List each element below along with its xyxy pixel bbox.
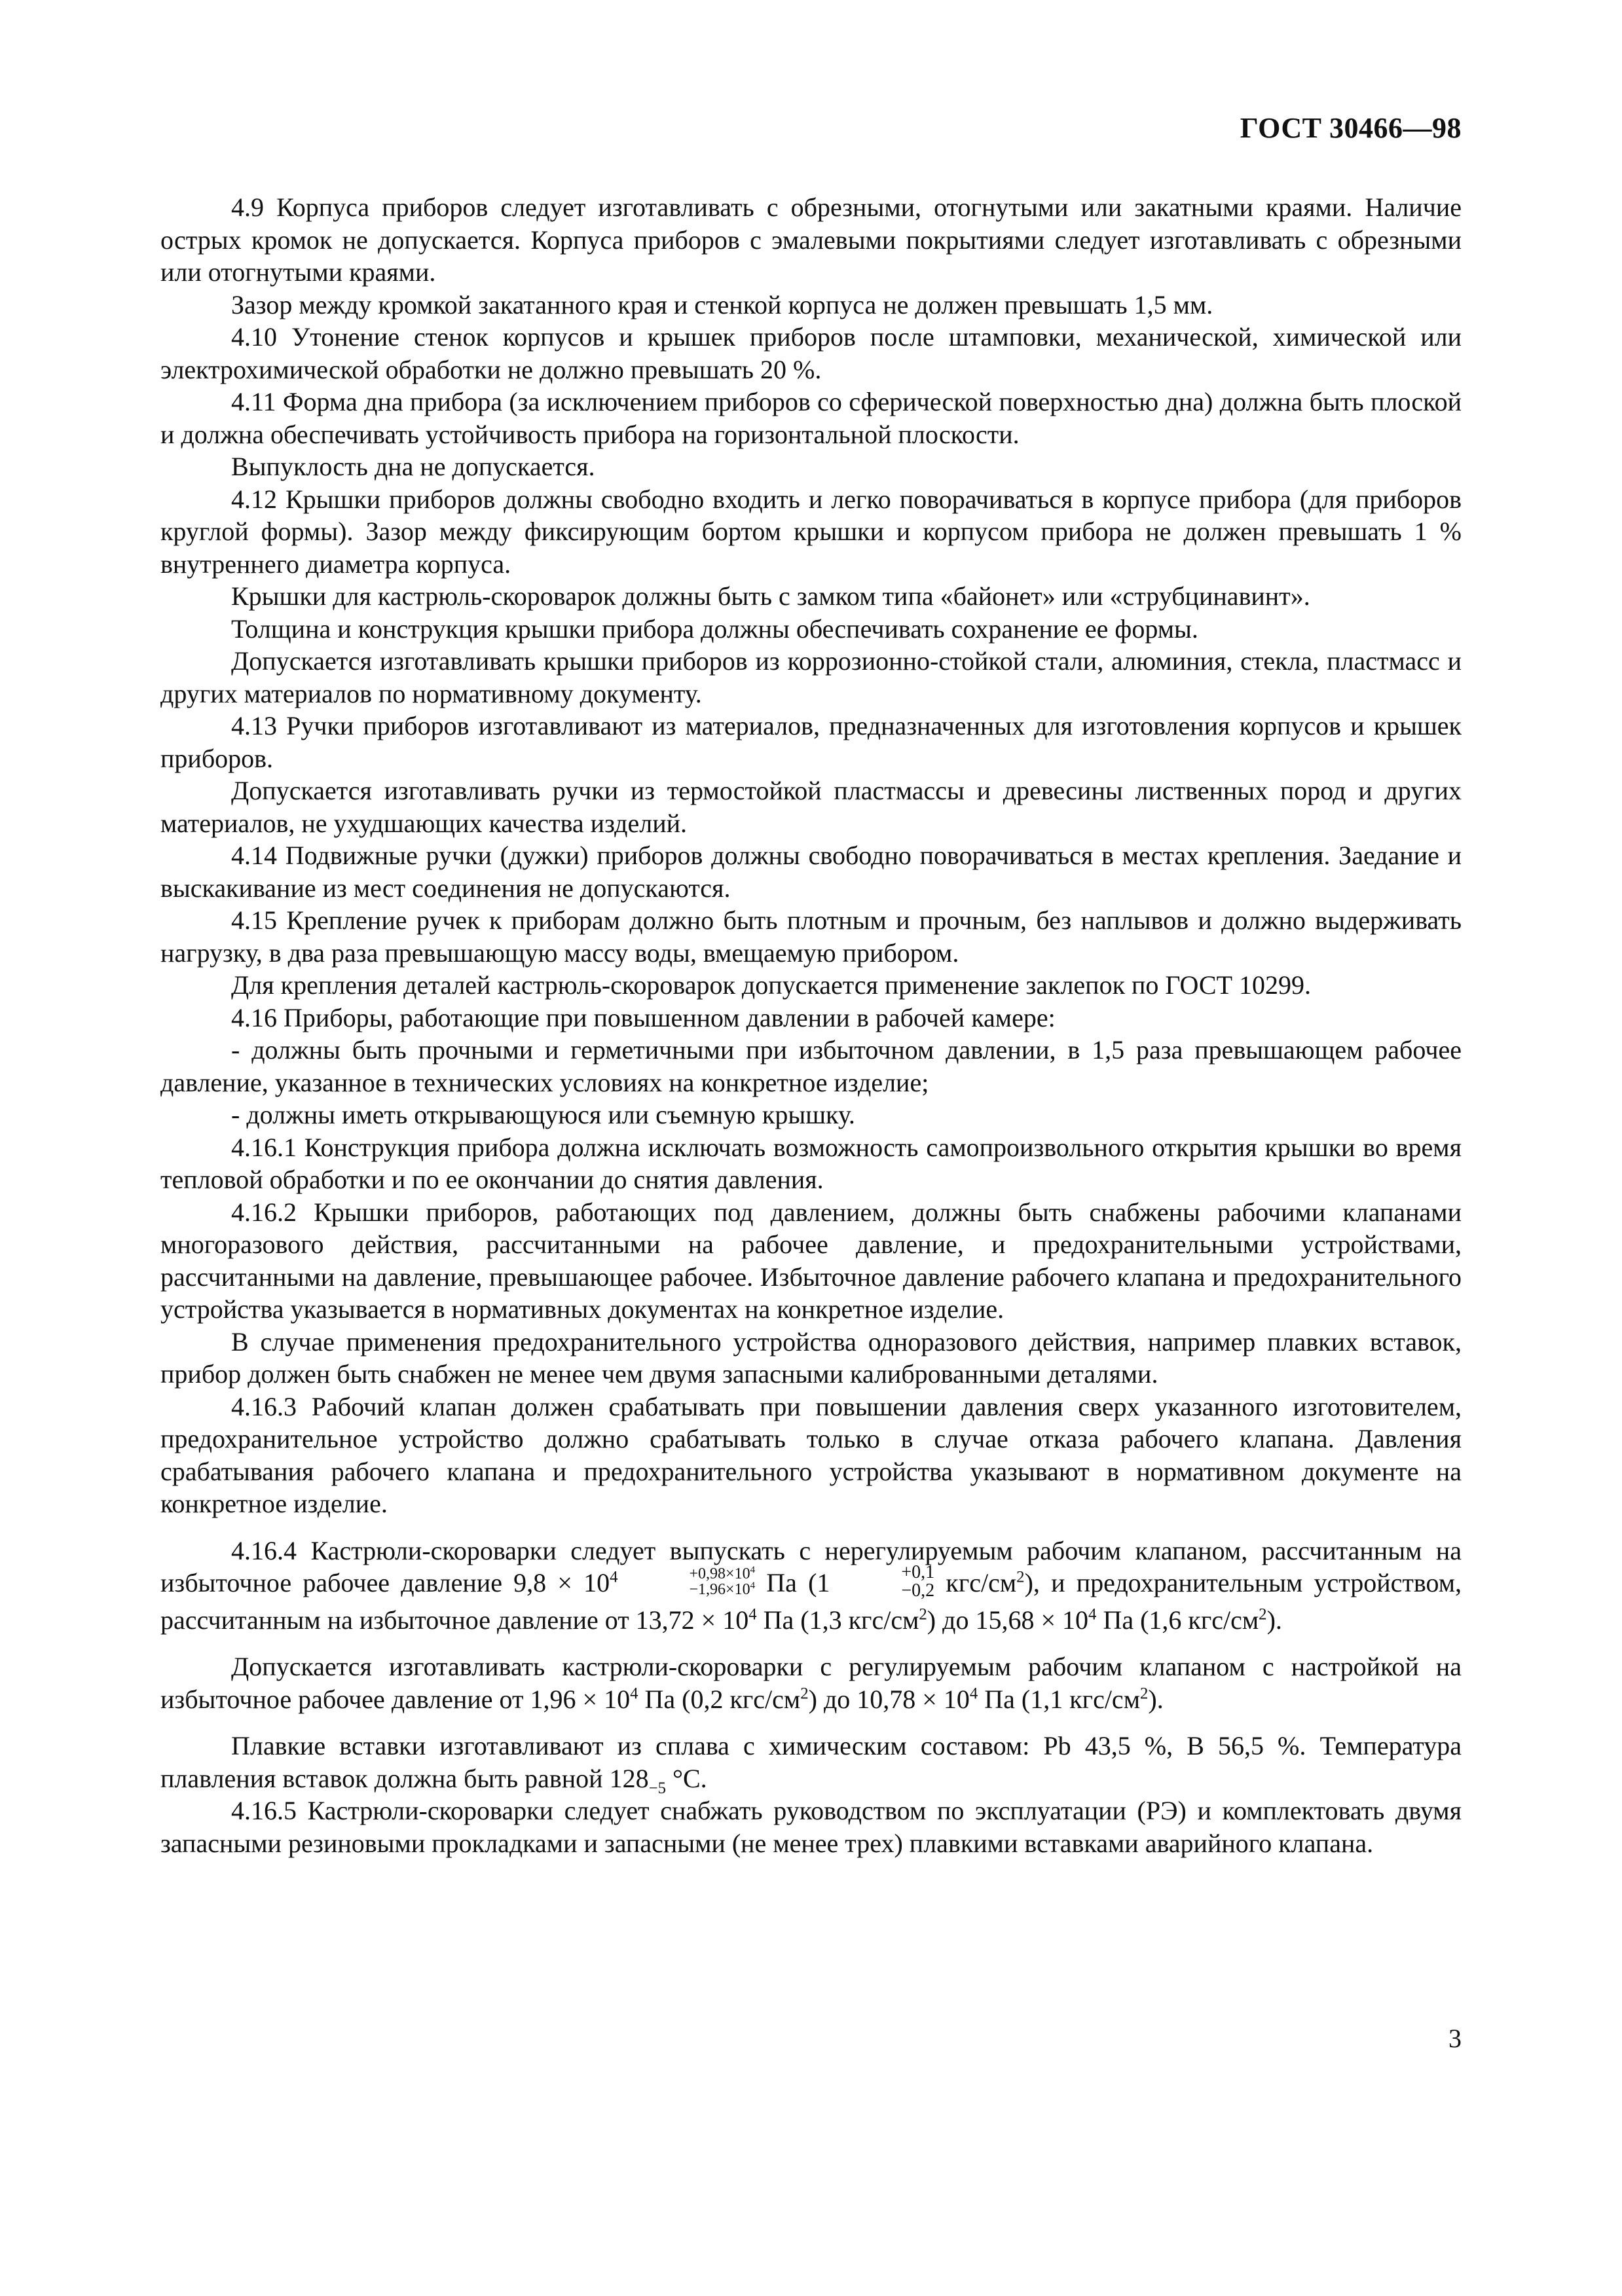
paragraph-4-11: 4.11 Форма дна прибора (за исключением приборов со сферической поверхностью дна) должна быть плоской и должна обеспечивать устойчивость прибора на горизонтальной плоскости. (160, 387, 1462, 449)
paragraph-4-12-thickness: Толщина и конструкция крышки прибора должны обеспечивать сохранение ее формы. (231, 613, 1198, 644)
paragraph-4-16-4-adjustable: Допускается изготавливать кастрюли-скороварки с регулируемым рабочим клапаном с настройкой на избыточное рабочее давление от $1,96 \times 10^4$ Па (0,2 кгс/$см^2$) до $10,78 \times 10^4$ Па (1,1 кгс/$см^2$). (160, 1652, 1462, 1714)
paragraph-4-16-item-1: - должны быть прочными и герметичными при избыточном давлении, в 1,5 раза превышающем рабочее давление, указанное в технических условиях на конкретное изделие; (160, 1035, 1462, 1097)
paragraph-4-12-materials: Допускается изготавливать крышки приборов из коррозионно-стойкой стали, алюминия, стекла, пластмасс и других материалов по нормативному документу. (160, 646, 1462, 708)
page-number: 3 (1448, 2024, 1462, 2053)
paragraph-4-12-lock: Крышки для кастрюль-скороварок должны быть с замком типа «байонет» или «струбцинавинт». (231, 581, 1310, 611)
paragraph-4-16-5: 4.16.5 Кастрюли-скороварки следует снабжать руководством по эксплуатации (РЭ) и комплектовать двумя запасными резиновыми прокладками и запасными (не менее трех) плавкими вставками аварийного клапана. (160, 1796, 1462, 1858)
paragraph-4-10: 4.10 Утонение стенок корпусов и крышек приборов после штамповки, механической, химической или электрохимической обработки не должно превышать 20 %. (160, 322, 1462, 384)
paragraph-4-16-item-2: - должны иметь открывающуюся или съемную крышку. (231, 1100, 855, 1129)
paragraph-4-15: 4.15 Крепление ручек к приборам должно быть плотным и прочным, без наплывов и должно выдерживать нагрузку, в два раза превышающую массу воды, вмещаемую прибором. (160, 905, 1462, 968)
paragraph-4-9-gap: Зазор между кромкой закатанного края и стенкой корпуса не должен превышать 1,5 мм. (231, 289, 1213, 319)
paragraph-4-13: 4.13 Ручки приборов изготавливают из материалов, предназначенных для изготовления корпусов и крышек приборов. (160, 711, 1462, 773)
standard-header: ГОСТ 30466—98 (1240, 112, 1462, 144)
paragraph-4-12: 4.12 Крышки приборов должны свободно входить и легко поворачиваться в корпусе прибора (для приборов круглой формы). Зазор между фиксирующим бортом крышки и корпусом прибора не должен превышать 1 % внутреннего диаметра корпуса. (160, 484, 1462, 579)
document-body (160, 191, 1462, 1859)
pressure-tolerance: $+0,98\times 10^4$ $-1,96\times 10^4$ (689, 1564, 756, 1598)
paragraph-4-16-2-fusible: В случае применения предохранительного устройства одноразового действия, например плавких вставок, прибор должен быть снабжен не менее чем двумя запасными калиброванными деталями. (160, 1326, 1462, 1389)
paragraph-4-16: 4.16 Приборы, работающие при повышенном давлении в рабочей камере: (231, 1002, 1056, 1032)
paragraph-4-9: 4.9 Корпуса приборов следует изготавливать с обрезными, отогнутыми или закатными краями. Наличие острых кромок не допускается. Корпуса приборов с эмалевыми покрытиями следует изготавливать с обрезными или отогнутыми краями. (160, 192, 1462, 287)
paragraph-4-13-handles: Допускается изготавливать ручки из термостойкой пластмассы и древесины лиственных пород и других материалов, не ухудшающих качества изделий. (160, 776, 1462, 838)
paragraph-4-16-4: 4.16.4 Кастрюли-скороварки следует выпускать с нерегулируемым рабочим клапаном, рассчитанным на избыточное рабочее давление $9,8 \times 10^4$ $+0,98\times 10^4$ $-1,96\times 10^4$ Па (1 +0,1 −0,2 кгс/$см^2$), и предохранительным устройством, рассчитанным на избыточное давление от $13,72 \times 10^4$ Па (1,3 кгс/$см^2$) до $15,68 \times 10^4$ Па (1,6 кгс/$см^2$). (160, 1535, 1462, 1635)
kgf-tolerance: +0,1 −0,2 (901, 1561, 935, 1601)
paragraph-4-16-3: 4.16.3 Рабочий клапан должен срабатывать при повышении давления сверх указанного изготовителем, предохранительное устройство должно срабатывать только в случае отказа рабочего клапана. Давления срабатывания рабочего клапана и предохранительного устройства указывают в нормативном документе на конкретное изделие. (160, 1391, 1462, 1518)
paragraph-4-14: 4.14 Подвижные ручки (дужки) приборов должны свободно поворачиваться в местах крепления. Заедание и выскакивание из мест соединения не допускаются. (160, 841, 1462, 903)
paragraph-4-16-4-alloy: Плавкие вставки изготавливают из сплава с химическим составом: Pb 43,5 %, В 56,5 %. Температура плавления вставок должна быть равной $128_{-5}$ °С. (160, 1731, 1462, 1797)
paragraph-4-15-rivets: Для крепления деталей кастрюль-скороварок допускается применение заклепок по ГОСТ 10299. (231, 970, 1312, 1000)
paragraph-4-16-2: 4.16.2 Крышки приборов, работающих под давлением, должны быть снабжены рабочими клапанами многоразового действия, рассчитанными на рабочее давление, и предохранительными устройствами, рассчитанными на давление, превышающее рабочее. Избыточное давление рабочего клапана и предохранительного устройства указывается в нормативных документах на конкретное изделие. (160, 1197, 1462, 1324)
paragraph-4-11-convexity: Выпуклость дна не допускается. (231, 452, 595, 481)
paragraph-4-16-1: 4.16.1 Конструкция прибора должна исключать возможность самопроизвольного открытия крышки во время тепловой обработки и по ее окончании до снятия давления. (160, 1132, 1462, 1194)
